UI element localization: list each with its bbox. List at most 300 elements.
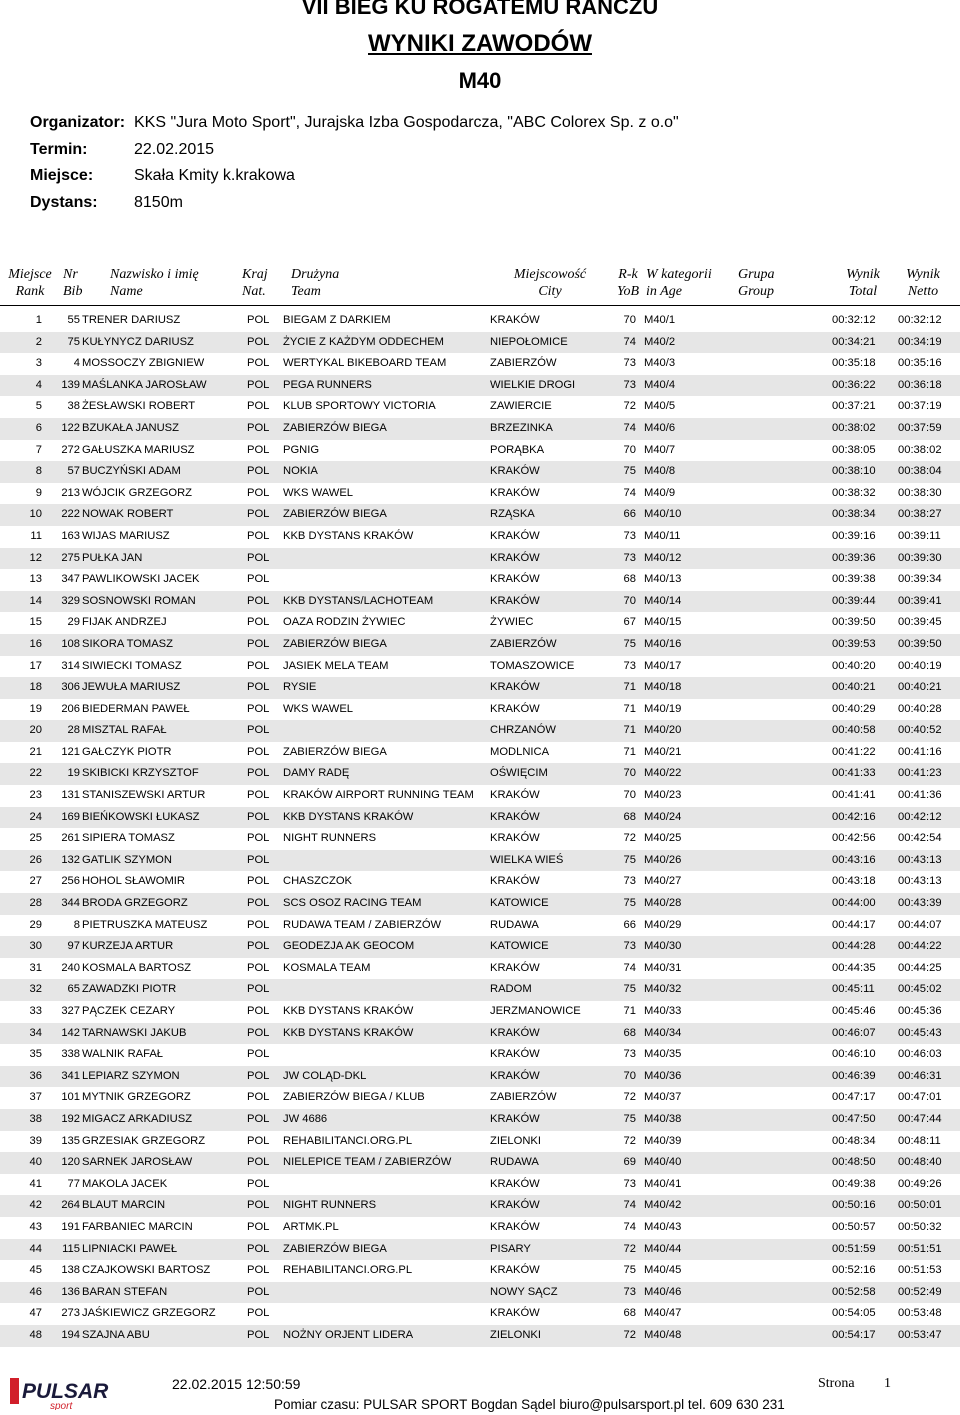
cell-total: 00:43:18 xyxy=(832,875,876,888)
cell-name: MAŚLANKA JAROSŁAW xyxy=(82,378,207,391)
cell-team: RYSIE xyxy=(283,681,317,694)
cell-netto: 00:39:50 xyxy=(898,637,942,650)
distance-value: 8150m xyxy=(134,194,183,211)
col-header-group: Grupa Group xyxy=(738,267,775,299)
cell-city: KRAKÓW xyxy=(490,832,540,845)
table-row xyxy=(0,375,960,397)
cell-cat: M40/12 xyxy=(644,551,682,564)
cell-city: KATOWICE xyxy=(490,897,549,910)
table-row xyxy=(0,915,960,937)
cell-netto: 00:49:26 xyxy=(898,1177,942,1190)
cell-bib: 191 xyxy=(61,1220,80,1233)
timing-credit: Pomiar czasu: PULSAR SPORT Bogdan Sądel biuro@pulsarsport.pl tel. 609 630 231 xyxy=(274,1397,785,1412)
cell-bib: 261 xyxy=(61,832,80,845)
cell-name: NOWAK ROBERT xyxy=(82,508,174,521)
cell-netto: 00:38:30 xyxy=(898,486,942,499)
cell-name: HOHOL SŁAWOMIR xyxy=(82,875,185,888)
cell-total: 00:48:34 xyxy=(832,1134,876,1147)
cell-yob: 69 xyxy=(623,1156,636,1169)
cell-total: 00:39:16 xyxy=(832,529,876,542)
cell-city: TOMASZOWICE xyxy=(490,659,575,672)
table-row xyxy=(0,958,960,980)
cell-name: BLAUT MARCIN xyxy=(82,1199,166,1212)
cell-cat: M40/42 xyxy=(644,1199,682,1212)
table-row xyxy=(0,504,960,526)
col-header-bib: Nr Bib xyxy=(63,267,83,299)
table-row xyxy=(0,1217,960,1239)
cell-bib: 206 xyxy=(61,702,80,715)
cell-nat: POL xyxy=(247,465,270,478)
cell-nat: POL xyxy=(247,637,270,650)
organizer-value: KKS "Jura Moto Sport", Jurajska Izba Gospodarcza, "ABC Colorex Sp. z o.o" xyxy=(134,114,679,131)
cell-cat: M40/38 xyxy=(644,1112,682,1125)
cell-team: WERTYKAL BIKEBOARD TEAM xyxy=(283,357,447,370)
cell-yob: 70 xyxy=(623,443,636,456)
cell-total: 00:48:50 xyxy=(832,1156,876,1169)
cell-cat: M40/6 xyxy=(644,421,676,434)
cell-rank: 6 xyxy=(35,421,42,434)
cell-bib: 97 xyxy=(67,940,80,953)
cell-netto: 00:42:54 xyxy=(898,832,942,845)
cell-name: ŻESŁAWSKI ROBERT xyxy=(82,400,196,413)
cell-yob: 73 xyxy=(623,378,636,391)
cell-team: KKB DYSTANS/LACHOTEAM xyxy=(283,594,434,607)
cell-nat: POL xyxy=(247,1005,270,1017)
cell-bib: 264 xyxy=(61,1199,80,1212)
cell-rank: 46 xyxy=(29,1285,42,1298)
cell-nat: POL xyxy=(247,551,270,564)
cell-total: 00:47:17 xyxy=(832,1091,876,1104)
cell-team: REHABILITANCI.ORG.PL xyxy=(283,1134,413,1147)
cell-city: ZAWIERCIE xyxy=(490,400,552,413)
cell-total: 00:39:38 xyxy=(832,573,876,586)
cell-rank: 43 xyxy=(29,1220,42,1233)
cell-netto: 00:39:11 xyxy=(898,529,941,542)
cell-name: SIPIERA TOMASZ xyxy=(82,832,175,845)
cell-city: RUDAWA xyxy=(490,918,539,931)
cell-cat: M40/2 xyxy=(644,335,676,348)
cell-netto: 00:41:23 xyxy=(898,767,942,780)
cell-name: MYTNIK GRZEGORZ xyxy=(82,1091,191,1104)
cell-rank: 47 xyxy=(29,1307,42,1320)
cell-netto: 00:47:01 xyxy=(898,1091,942,1104)
cell-bib: 38 xyxy=(67,400,80,413)
cell-bib: 273 xyxy=(61,1307,80,1320)
cell-yob: 68 xyxy=(623,1307,636,1320)
cell-yob: 70 xyxy=(623,1069,636,1082)
cell-city: RUDAWA xyxy=(490,1156,539,1169)
cell-cat: M40/3 xyxy=(644,357,676,370)
cell-bib: 135 xyxy=(61,1134,80,1147)
cell-team: KKB DYSTANS KRAKÓW xyxy=(283,1005,414,1017)
cell-cat: M40/15 xyxy=(644,616,682,629)
cell-nat: POL xyxy=(247,378,270,391)
cell-bib: 120 xyxy=(61,1156,80,1169)
cell-name: PĄCZEK CEZARY xyxy=(82,1005,176,1017)
cell-cat: M40/8 xyxy=(644,465,676,478)
cell-yob: 72 xyxy=(623,1242,636,1255)
cell-nat: POL xyxy=(247,724,270,737)
cell-nat: POL xyxy=(247,789,270,802)
col-header-city: Miejscowość City xyxy=(513,267,587,299)
cell-netto: 00:37:19 xyxy=(898,400,942,413)
cell-bib: 139 xyxy=(61,378,80,391)
table-row xyxy=(0,1001,960,1023)
cell-cat: M40/48 xyxy=(644,1328,682,1341)
cell-total: 00:40:20 xyxy=(832,659,876,672)
cell-team: WKS WAWEL xyxy=(283,702,354,715)
cell-bib: 194 xyxy=(61,1328,80,1341)
results-title: WYNIKI ZAWODÓW xyxy=(368,30,592,57)
cell-city: KRAKÓW xyxy=(490,1307,540,1320)
cell-nat: POL xyxy=(247,832,270,845)
cell-total: 00:42:56 xyxy=(832,832,876,845)
cell-bib: 101 xyxy=(61,1091,80,1104)
cell-netto: 00:43:39 xyxy=(898,897,942,910)
table-row xyxy=(0,979,960,1001)
cell-nat: POL xyxy=(247,573,270,586)
cell-name: PAWLIKOWSKI JACEK xyxy=(82,573,200,586)
cell-yob: 66 xyxy=(623,508,636,521)
cell-netto: 00:37:59 xyxy=(898,421,942,434)
cell-netto: 00:45:02 xyxy=(898,983,942,996)
cell-yob: 73 xyxy=(623,875,636,888)
cell-bib: 347 xyxy=(61,573,80,586)
cell-total: 00:51:59 xyxy=(832,1242,876,1255)
cell-nat: POL xyxy=(247,616,270,629)
cell-netto: 00:43:13 xyxy=(898,875,942,888)
cell-name: GATLIK SZYMON xyxy=(82,853,172,866)
cell-name: FIJAK ANDRZEJ xyxy=(82,616,167,629)
cell-cat: M40/13 xyxy=(644,573,682,586)
cell-nat: POL xyxy=(247,486,270,499)
print-timestamp: 22.02.2015 12:50:59 xyxy=(172,1376,301,1392)
cell-total: 00:44:28 xyxy=(832,940,876,953)
table-row xyxy=(0,418,960,440)
cell-city: NOWY SĄCZ xyxy=(490,1285,558,1298)
cell-yob: 71 xyxy=(623,702,636,715)
table-row xyxy=(0,461,960,483)
table-row xyxy=(0,483,960,505)
cell-city: KRAKÓW xyxy=(490,529,540,542)
cell-bib: 344 xyxy=(61,897,80,910)
cell-city: WIELKIE DROGI xyxy=(490,378,576,391)
cell-name: BIEŃKOWSKI ŁUKASZ xyxy=(82,810,200,823)
cell-cat: M40/39 xyxy=(644,1134,682,1147)
table-row xyxy=(0,526,960,548)
cell-nat: POL xyxy=(247,853,270,866)
cell-netto: 00:39:45 xyxy=(898,616,942,629)
cell-bib: 341 xyxy=(61,1069,80,1082)
date-label: Termin: xyxy=(30,141,88,158)
cell-total: 00:50:57 xyxy=(832,1220,876,1233)
cell-yob: 72 xyxy=(623,400,636,413)
cell-netto: 00:40:19 xyxy=(898,659,942,672)
cell-nat: POL xyxy=(247,810,270,823)
cell-team: SCS OSOZ RACING TEAM xyxy=(283,897,422,910)
cell-cat: M40/9 xyxy=(644,486,676,499)
cell-name: LEPIARZ SZYMON xyxy=(82,1069,180,1082)
cell-yob: 71 xyxy=(623,724,636,737)
cell-nat: POL xyxy=(247,702,270,715)
cell-cat: M40/22 xyxy=(644,767,682,780)
cell-netto: 00:48:11 xyxy=(898,1134,941,1147)
cell-total: 00:34:21 xyxy=(832,335,876,348)
cell-nat: POL xyxy=(247,1328,270,1341)
cell-bib: 132 xyxy=(61,853,80,866)
cell-rank: 25 xyxy=(29,832,42,845)
cell-nat: POL xyxy=(247,745,270,758)
cell-yob: 73 xyxy=(623,659,636,672)
cell-cat: M40/28 xyxy=(644,897,682,910)
cell-total: 00:39:44 xyxy=(832,594,876,607)
cell-total: 00:54:17 xyxy=(832,1328,876,1341)
cell-name: JAŚKIEWICZ GRZEGORZ xyxy=(82,1307,216,1320)
cell-name: GRZESIAK GRZEGORZ xyxy=(82,1134,206,1147)
cell-yob: 73 xyxy=(623,940,636,953)
cell-city: KRAKÓW xyxy=(490,594,540,607)
cell-city: KRAKÓW xyxy=(490,573,540,586)
cell-city: WIELKA WIEŚ xyxy=(490,853,564,866)
cell-nat: POL xyxy=(247,529,270,542)
cell-cat: M40/27 xyxy=(644,875,682,888)
col-header-yob: R-k YoB xyxy=(616,267,640,299)
cell-yob: 68 xyxy=(623,810,636,823)
cell-yob: 71 xyxy=(623,745,636,758)
cell-rank: 5 xyxy=(35,400,42,413)
distance-label: Dystans: xyxy=(30,194,98,211)
cell-netto: 00:53:48 xyxy=(898,1307,942,1320)
cell-rank: 30 xyxy=(29,940,42,953)
cell-yob: 73 xyxy=(623,551,636,564)
cell-team: KKB DYSTANS KRAKÓW xyxy=(283,810,414,823)
pulsar-logo xyxy=(10,1376,114,1410)
cell-rank: 27 xyxy=(29,875,42,888)
cell-yob: 75 xyxy=(623,1264,636,1277)
cell-total: 00:36:22 xyxy=(832,378,876,391)
cell-total: 00:45:11 xyxy=(832,983,875,996)
cell-yob: 70 xyxy=(623,767,636,780)
cell-yob: 75 xyxy=(623,983,636,996)
cell-city: ŻYWIEC xyxy=(490,616,534,629)
cell-team: ZABIERZÓW BIEGA xyxy=(283,421,387,434)
cell-team: RUDAWA TEAM / ZABIERZÓW xyxy=(283,918,442,931)
cell-bib: 131 xyxy=(61,789,80,802)
cell-yob: 71 xyxy=(623,1005,636,1017)
cell-rank: 22 xyxy=(29,767,42,780)
cell-total: 00:52:58 xyxy=(832,1285,876,1298)
cell-total: 00:47:50 xyxy=(832,1112,876,1125)
cell-team: KOSMALA TEAM xyxy=(283,961,371,974)
cell-total: 00:43:16 xyxy=(832,853,876,866)
cell-netto: 00:53:47 xyxy=(898,1328,942,1341)
header-divider xyxy=(0,305,960,306)
cell-city: ZIELONKI xyxy=(490,1328,541,1341)
cell-yob: 74 xyxy=(623,486,636,499)
cell-rank: 11 xyxy=(30,529,42,542)
date-value: 22.02.2015 xyxy=(134,141,215,158)
cell-team: NIELEPICE TEAM / ZABIERZÓW xyxy=(283,1156,452,1169)
cell-netto: 00:52:49 xyxy=(898,1285,942,1298)
cell-team: KLUB SPORTOWY VICTORIA xyxy=(283,400,436,413)
cell-bib: 136 xyxy=(61,1285,80,1298)
cell-name: LIPNIACKI PAWEŁ xyxy=(82,1242,178,1255)
cell-total: 00:38:34 xyxy=(832,508,876,521)
cell-cat: M40/11 xyxy=(644,529,681,542)
cell-total: 00:46:07 xyxy=(832,1026,876,1039)
cell-yob: 74 xyxy=(623,1220,636,1233)
cell-cat: M40/20 xyxy=(644,724,682,737)
table-row xyxy=(0,612,960,634)
organizer-label: Organizator: xyxy=(30,114,126,131)
cell-bib: 169 xyxy=(61,810,80,823)
cell-name: PIETRUSZKA MATEUSZ xyxy=(82,918,208,931)
cell-team: PEGA RUNNERS xyxy=(283,378,372,391)
cell-rank: 40 xyxy=(29,1156,42,1169)
cell-nat: POL xyxy=(247,1285,270,1298)
results-table xyxy=(0,310,960,1347)
cell-team: ZABIERZÓW BIEGA xyxy=(283,508,387,521)
cell-yob: 74 xyxy=(623,421,636,434)
page-number: 1 xyxy=(884,1376,891,1391)
cell-bib: 240 xyxy=(61,961,80,974)
cell-name: FARBANIEC MARCIN xyxy=(82,1220,193,1233)
cell-rank: 3 xyxy=(35,357,42,370)
cell-nat: POL xyxy=(247,875,270,888)
cell-city: KRAKÓW xyxy=(490,1264,540,1277)
table-row xyxy=(0,1087,960,1109)
cell-bib: 19 xyxy=(67,767,80,780)
cell-nat: POL xyxy=(247,1091,270,1104)
table-row xyxy=(0,1325,960,1347)
cell-name: MOSSOCZY ZBIGNIEW xyxy=(82,357,205,370)
place-label: Miejsce: xyxy=(30,167,94,184)
cell-name: PUŁKA JAN xyxy=(82,551,143,564)
cell-rank: 34 xyxy=(29,1026,42,1039)
cell-nat: POL xyxy=(247,1199,270,1212)
cell-team: NOKIA xyxy=(283,465,318,478)
cell-cat: M40/31 xyxy=(644,961,682,974)
table-row xyxy=(0,1044,960,1066)
logo-mark xyxy=(10,1378,19,1404)
cell-city: ZABIERZÓW xyxy=(490,637,557,650)
cell-name: BRODA GRZEGORZ xyxy=(82,897,188,910)
cell-netto: 00:48:40 xyxy=(898,1156,942,1169)
cell-cat: M40/35 xyxy=(644,1048,682,1061)
cell-team: ŻYCIE Z KAŻDYM ODDECHEM xyxy=(283,335,444,348)
cell-cat: M40/1 xyxy=(644,314,676,326)
cell-team: OAZA RODZIN ŻYWIEC xyxy=(283,616,406,629)
cell-yob: 66 xyxy=(623,918,636,931)
cell-name: SOSNOWSKI ROMAN xyxy=(82,594,196,607)
cell-yob: 67 xyxy=(623,616,636,629)
table-row xyxy=(0,396,960,418)
cell-total: 00:41:41 xyxy=(832,789,876,802)
cell-city: KRAKÓW xyxy=(490,314,540,326)
cell-rank: 44 xyxy=(29,1242,42,1255)
cell-bib: 8 xyxy=(73,918,80,931)
cell-nat: POL xyxy=(247,767,270,780)
cell-netto: 00:44:07 xyxy=(898,918,942,931)
cell-rank: 31 xyxy=(29,961,42,974)
cell-team: JW 4686 xyxy=(283,1112,328,1125)
cell-cat: M40/47 xyxy=(644,1307,682,1320)
cell-name: MAKOLA JACEK xyxy=(82,1177,168,1190)
cell-bib: 77 xyxy=(67,1177,80,1190)
cell-city: MODLNICA xyxy=(490,745,550,758)
cell-cat: M40/34 xyxy=(644,1026,682,1039)
cell-cat: M40/43 xyxy=(644,1220,682,1233)
cell-netto: 00:40:28 xyxy=(898,702,942,715)
cell-bib: 329 xyxy=(61,594,80,607)
cell-bib: 28 xyxy=(67,724,80,737)
cell-city: KRAKÓW xyxy=(490,681,540,694)
cell-team: REHABILITANCI.ORG.PL xyxy=(283,1264,413,1277)
cell-netto: 00:51:53 xyxy=(898,1264,942,1277)
cell-city: KRAKÓW xyxy=(490,1026,540,1039)
cell-total: 00:49:38 xyxy=(832,1177,876,1190)
cell-netto: 00:41:36 xyxy=(898,789,942,802)
organizer-line xyxy=(30,113,679,133)
cell-nat: POL xyxy=(247,594,270,607)
table-row xyxy=(0,332,960,354)
cell-netto: 00:50:01 xyxy=(898,1199,942,1212)
cell-cat: M40/45 xyxy=(644,1264,682,1277)
cell-cat: M40/5 xyxy=(644,400,676,413)
cell-name: CZAJKOWSKI BARTOSZ xyxy=(82,1264,211,1277)
cell-city: KRAKÓW xyxy=(490,1220,540,1233)
cell-city: KRAKÓW xyxy=(490,961,540,974)
cell-rank: 33 xyxy=(29,1005,42,1017)
cell-cat: M40/7 xyxy=(644,443,676,456)
cell-yob: 72 xyxy=(623,832,636,845)
cell-yob: 68 xyxy=(623,573,636,586)
cell-total: 00:38:32 xyxy=(832,486,876,499)
cell-city: KRAKÓW xyxy=(490,810,540,823)
table-row xyxy=(0,1174,960,1196)
cell-nat: POL xyxy=(247,1220,270,1233)
cell-netto: 00:51:51 xyxy=(898,1242,942,1255)
cell-nat: POL xyxy=(247,1048,270,1061)
cell-total: 00:52:16 xyxy=(832,1264,876,1277)
cell-total: 00:38:02 xyxy=(832,421,876,434)
cell-netto: 00:40:52 xyxy=(898,724,942,737)
cell-netto: 00:35:16 xyxy=(898,357,942,370)
cell-city: OŚWIĘCIM xyxy=(490,767,548,780)
cell-nat: POL xyxy=(247,918,270,931)
cell-nat: POL xyxy=(247,1112,270,1125)
cell-netto: 00:39:34 xyxy=(898,573,942,586)
cell-nat: POL xyxy=(247,1026,270,1039)
cell-city: KRAKÓW xyxy=(490,486,540,499)
cell-yob: 71 xyxy=(623,681,636,694)
cell-name: JEWUŁA MARIUSZ xyxy=(82,681,181,694)
cell-rank: 20 xyxy=(29,724,42,737)
cell-nat: POL xyxy=(247,1156,270,1169)
category-title: M40 xyxy=(458,68,502,93)
cell-rank: 48 xyxy=(29,1328,42,1341)
cell-team: NOŻNY ORJENT LIDERA xyxy=(283,1328,414,1341)
cell-netto: 00:45:36 xyxy=(898,1005,942,1017)
cell-bib: 122 xyxy=(61,421,80,434)
cell-netto: 00:38:02 xyxy=(898,443,942,456)
cell-rank: 26 xyxy=(29,853,42,866)
cell-city: RZĄSKA xyxy=(490,508,535,521)
cell-yob: 75 xyxy=(623,1112,636,1125)
cell-cat: M40/16 xyxy=(644,637,682,650)
cell-nat: POL xyxy=(247,961,270,974)
cell-netto: 00:42:12 xyxy=(898,810,942,823)
